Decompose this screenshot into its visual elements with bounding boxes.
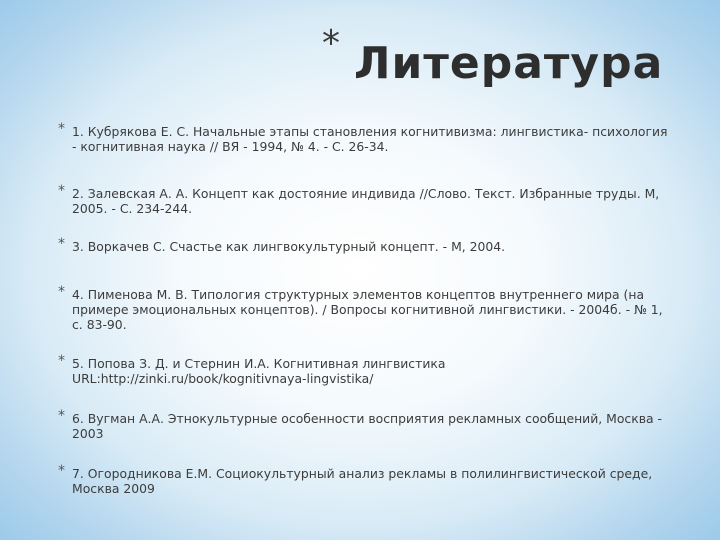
reference-text: 2. Залевская А. А. Концепт как достояние индивида //Слово. Текст. Избранные труды. М, 2005. - С. 234-244.: [72, 186, 660, 216]
bullet-icon: *: [58, 408, 65, 424]
reference-text: 7. Огородникова Е.М. Социокультурный анализ рекламы в полилингвистической среде, Москва 2009: [72, 466, 653, 496]
reference-item: [58, 463, 670, 496]
title-row: [0, 22, 720, 92]
reference-text: 3. Воркачев С. Счастье как лингвокультурный концепт. - М, 2004.: [72, 239, 506, 254]
title-bullet-icon: *: [322, 23, 340, 64]
reference-text[interactable]: 5. Попова З. Д. и Стернин И.А. Когнитивная лингвистика URL:http://zinki.ru/book/kognitivnaya-lingvistika/: [72, 356, 446, 386]
bullet-icon: *: [58, 463, 65, 479]
reference-text: 1. Кубрякова Е. С. Начальные этапы становления когнитивизма: лингвистика- психология - когнитивная наука // ВЯ - 1994, № 4. - С. 26-34.: [72, 124, 668, 154]
reference-item: [58, 121, 670, 154]
slide-title: Литература: [354, 38, 664, 89]
reference-text: 4. Пименова М. В. Типология структурных элементов концептов внутреннего мира (на примере эмоциональных концептов). / Вопросы когнитивной лингвистики. - 2004б. - № 1, с. 83-90.: [72, 287, 663, 332]
bullet-icon: *: [58, 353, 65, 369]
reference-item: [58, 183, 670, 216]
bullet-icon: *: [58, 183, 65, 199]
reference-item: [58, 408, 670, 441]
bullet-icon: *: [58, 236, 65, 252]
reference-item: [58, 353, 670, 386]
reference-text: 6. Вугман А.А. Этнокультурные особенности восприятия рекламных сообщений, Москва - 2003: [72, 411, 663, 441]
bullet-icon: *: [58, 284, 65, 300]
bullet-icon: *: [58, 121, 65, 137]
reference-item: [58, 236, 506, 254]
reference-item: [58, 284, 670, 332]
